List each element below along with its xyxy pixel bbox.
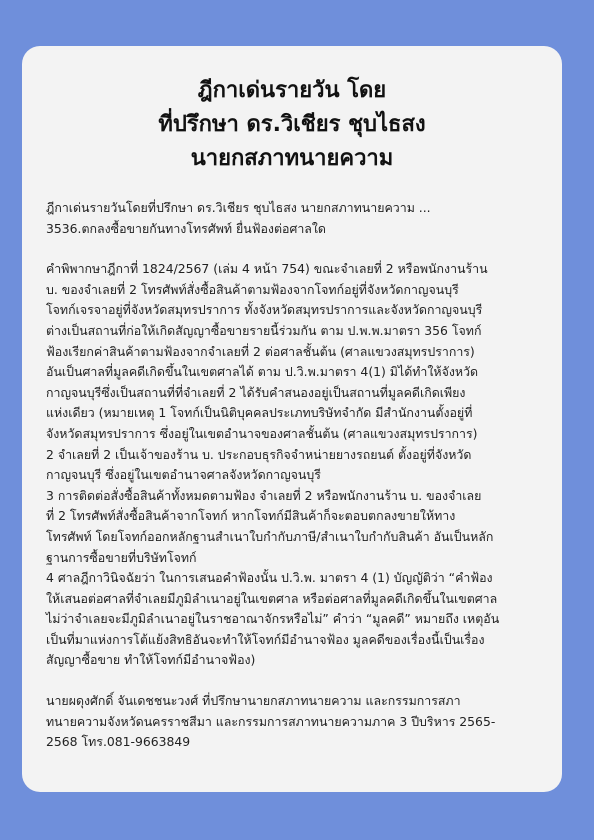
footer-line: 2568 โทร.081-9663849 <box>46 734 191 750</box>
title-line-3: นายกสภาทนายความ <box>190 146 394 171</box>
body-line: ไม่ว่าจำเลยจะมีภูมิลำเนาอยู่ในราชอาณาจักรหรือไม่” คำว่า “มูลคดี” หมายถึง เหตุอัน <box>46 611 500 627</box>
body-line: 3 การติดต่อสั่งซื้อสินค้าทั้งหมดตามฟ้อง จำเลยที่ 2 หรือพนักงานร้าน บ. ของจำเลย <box>46 487 482 503</box>
paragraph-spacer <box>46 239 540 259</box>
body-line: แห่งเดียว (หมายเหตุ 1 โจทก์เป็นนิติบุคคลประเภทบริษัทจำกัด มีสำนักงานตั้งอยู่ที่ <box>46 405 473 421</box>
title-line-1: ฎีกาเด่นรายวัน โดย <box>197 78 387 103</box>
body-line: กาญจนบุรี ซึ่งอยู่ในเขตอำนาจศาลจังหวัดกาญจนบุรี <box>46 467 321 483</box>
body-line: 4 ศาลฎีกาวินิจฉัยว่า ในการเสนอคำฟ้องนั้น ป.วิ.พ. มาตรา 4 (1) บัญญัติว่า “คำฟ้อง <box>46 570 493 586</box>
body-line: จังหวัดสมุทรปราการ ซึ่งอยู่ในเขตอำนาจของศาลชั้นต้น (ศาลแขวงสมุทรปราการ) <box>46 425 478 441</box>
body-line: เป็นที่มาแห่งการโต้แย้งสิทธิอันจะทำให้โจทก์มีอำนาจฟ้อง มูลคดีของเรื่องนี้เป็นเรื่อง <box>46 631 485 647</box>
body-line: โทรศัพท์ โดยโจทก์ออกหลักฐานสำเนาใบกำกับภาษี/สำเนาใบกำกับสินค้า อันเป็นหลัก <box>46 528 494 544</box>
paragraph-spacer <box>46 671 540 691</box>
body-line: กาญจนบุรีซึ่งเป็นสถานที่ที่จำเลยที่ 2 ได้รับคำสนองอยู่เป็นสถานที่มูลคดีเกิดเพียง <box>46 384 466 400</box>
article-title <box>22 74 562 176</box>
body-block <box>46 259 540 671</box>
article-content <box>46 198 540 753</box>
body-line: โจทก์เจรจาอยู่ที่จังหวัดสมุทรปราการ ทั้งจังหวัดสมุทรปราการและจังหวัดกาญจนบุรี <box>46 302 483 318</box>
footer-line: ทนายความจังหวัดนครราชสีมา และกรรมการสภาทนายความภาค 3 ปีบริหาร 2565- <box>46 713 496 729</box>
article-card <box>22 46 562 792</box>
intro-line-1: ฎีกาเด่นรายวันโดยที่ปรึกษา ดร.วิเชียร ชุบไธสง นายกสภาทนายความ ... <box>46 200 431 215</box>
intro-line-2: 3536.ตกลงซื้อขายกันทางโทรศัพท์ ยื่นฟ้องต่อศาลใด <box>46 220 326 236</box>
footer-line: นายผดุงศักดิ์ จันเดชชนะวงศ์ ที่ปรึกษานายกสภาทนายความ และกรรมการสภา <box>46 693 461 709</box>
body-line: อันเป็นศาลที่มูลคดีเกิดขึ้นในเขตศาลได้ ตาม ป.วิ.พ.มาตรา 4(1) มิได้ทำให้จังหวัด <box>46 364 479 380</box>
body-line: บ. ของจำเลยที่ 2 โทรศัพท์สั่งซื้อสินค้าตามฟ้องจากโจทก์อยู่ที่จังหวัดกาญจนบุรี <box>46 281 459 297</box>
body-line: 2 จำเลยที่ 2 เป็นเจ้าของร้าน บ. ประกอบธุรกิจจำหน่ายยางรถยนต์ ตั้งอยู่ที่จังหวัด <box>46 446 472 462</box>
body-line: สัญญาซื้อขาย ทำให้โจทก์มีอำนาจฟ้อง) <box>46 652 256 668</box>
body-line: คำพิพากษาฎีกาที่ 1824/2567 (เล่ม 4 หน้า 754) ขณะจำเลยที่ 2 หรือพนักงานร้าน <box>46 261 488 277</box>
title-line-2: ที่ปรึกษา ดร.วิเชียร ชุบไธสง <box>158 112 426 137</box>
body-line: ให้เสนอต่อศาลที่จำเลยมีภูมิลำเนาอยู่ในเขตศาล หรือต่อศาลที่มูลคดีเกิดขึ้นในเขตศาล <box>46 590 498 606</box>
body-line: ฟ้องเรียกค่าสินค้าตามฟ้องจากจำเลยที่ 2 ต่อศาลชั้นต้น (ศาลแขวงสมุทรปราการ) <box>46 343 475 359</box>
body-line: ที่ 2 โทรศัพท์สั่งซื้อสินค้าจากโจทก์ หากโจทก์มีสินค้าก็จะตอบตกลงขายให้ทาง <box>46 508 456 524</box>
body-line: ฐานการซื้อขายที่บริษัทโจทก์ <box>46 549 197 565</box>
body-line: ต่างเป็นสถานที่ก่อให้เกิดสัญญาซื้อขายรายนี้ร่วมกัน ตาม ป.พ.พ.มาตรา 356 โจทก์ <box>46 322 482 338</box>
author-footer <box>46 691 540 753</box>
